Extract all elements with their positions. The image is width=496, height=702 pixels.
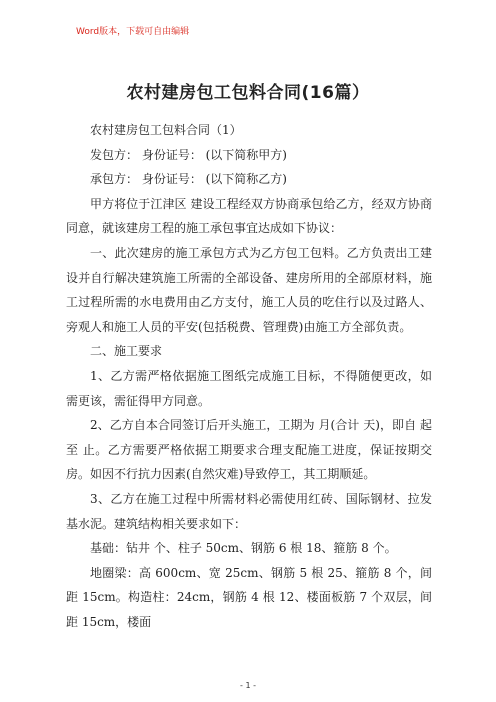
paragraph: 承包方： 身份证号： (以下简称乙方) (90, 172, 287, 187)
watermark-text: Word版本，下载可自由编辑 (76, 27, 190, 37)
document-title: 农村建房包工包料合同(16篇） (126, 83, 370, 103)
paragraph: 二、施工要求 (90, 344, 163, 359)
paragraph: 2、乙方自本合同签订后开头施工，工期为 月(合计 天)，即自 起至 止。乙方需要严格依据工期要求合理支配施工进度，保证按期交房。如因不行抗力因素(自然灾难)导致停工，其工期顺延。 (66, 418, 432, 482)
page-number: - 1 - (240, 681, 256, 690)
paragraph: 地圈梁：高 600cm、宽 25cm、钢筋 5 根 25、箍筋 8 个，间距 15cm。构造柱：24cm，钢筋 4 根 12、楼面板筋 7 个双层，间距 15cm，楼面 (66, 565, 432, 629)
document-body (66, 118, 432, 634)
paragraph: 发包方： 身份证号： (以下简称甲方) (90, 147, 287, 162)
paragraph: 3、乙方在施工过程中所需材料必需使用红砖、国际钢材、拉发基水泥。建筑结构相关要求如下： (66, 491, 432, 531)
paragraph: 1、乙方需严格依据施工图纸完成施工目标，不得随便更改，如需更该，需征得甲方同意。 (66, 368, 432, 408)
paragraph: 农村建房包工包料合同（1） (90, 123, 242, 137)
paragraph: 基础：钻井 个、柱子 50cm、钢筋 6 根 18、箍筋 8 个。 (90, 541, 397, 556)
paragraph: 甲方将位于江津区 建设工程经双方协商承包给乙方，经双方协商同意，就该建房工程的施工承包事宜达成如下协议： (66, 196, 432, 236)
paragraph: 一、此次建房的施工承包方式为乙方包工包料。乙方负责出工建设并自行解决建筑施工所需的全部设备、建房所用的全部原材料，施工过程所需的水电费用由乙方支付，施工人员的吃住行以及过路人、旁观人和施工人员的平安(包括税费、管理费)由施工方全部负责。 (66, 245, 432, 334)
